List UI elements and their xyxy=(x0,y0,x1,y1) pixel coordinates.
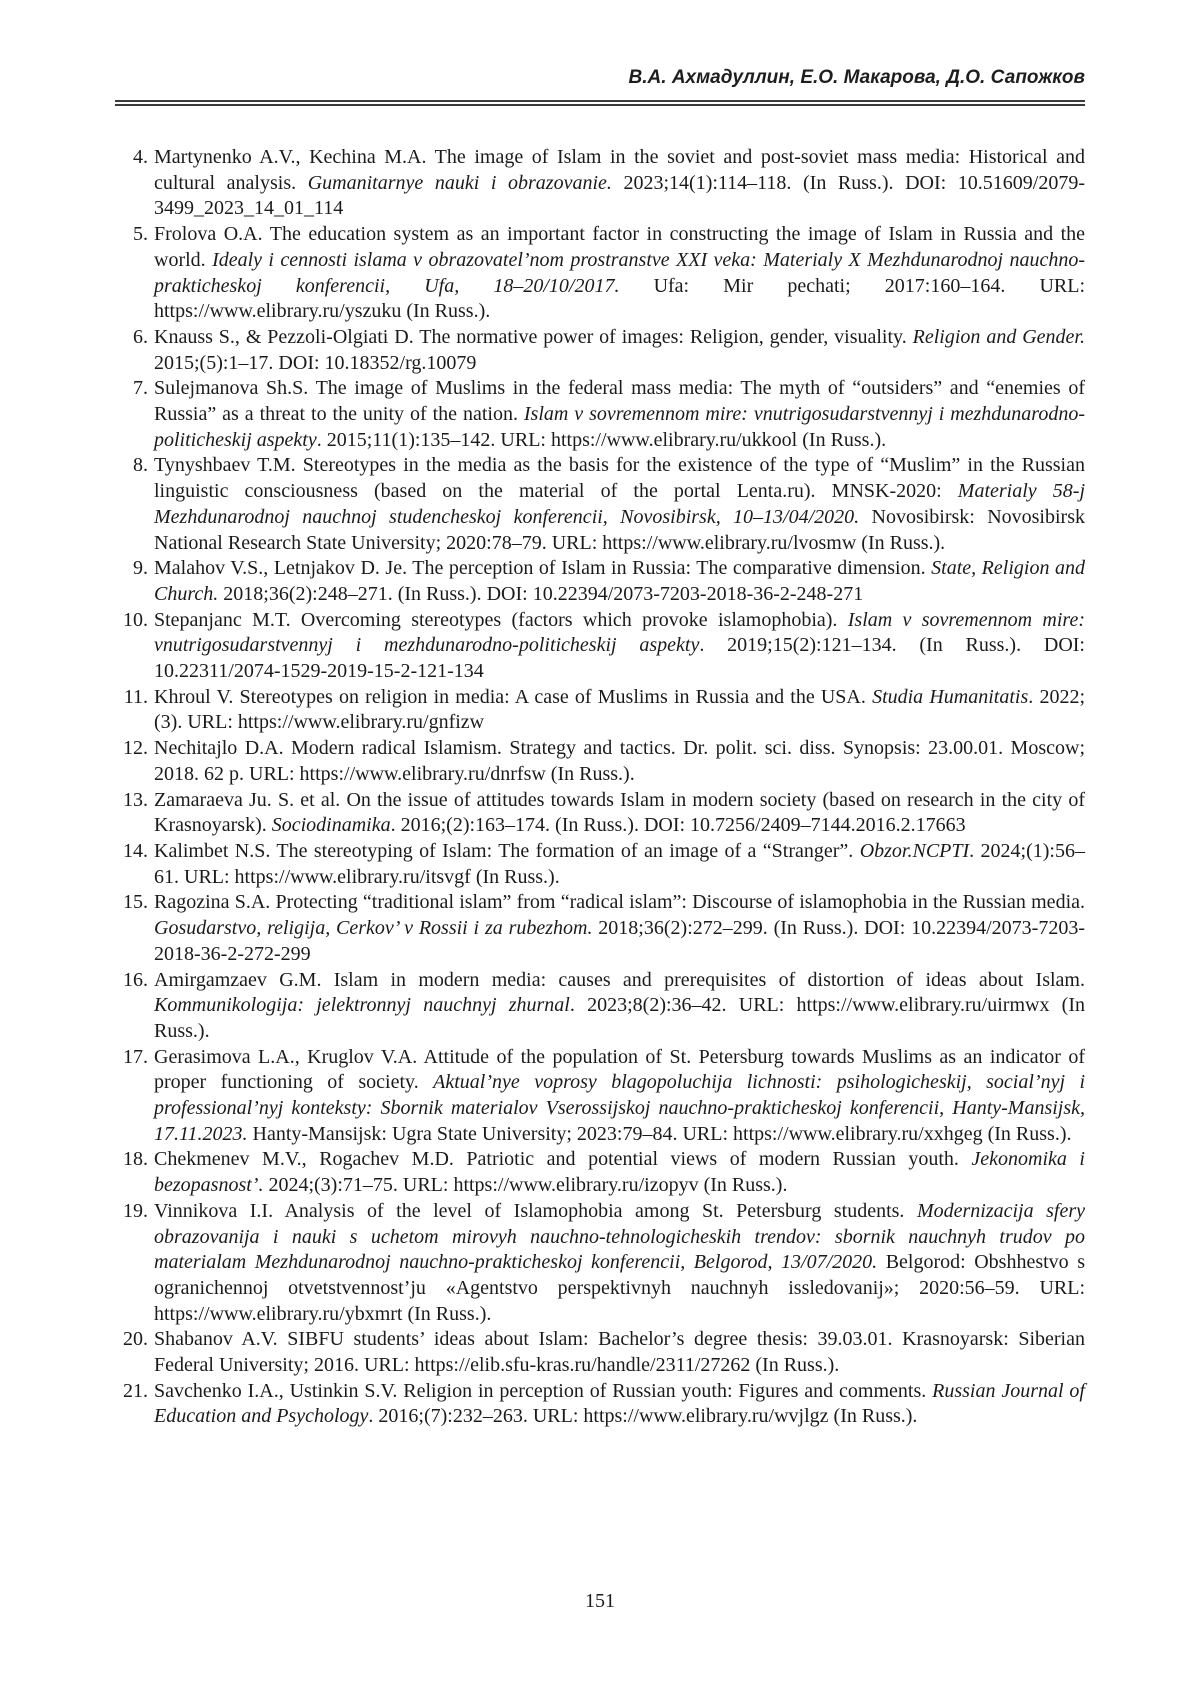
reference-source-title: Aktual’nye voprosy blagopoluchija lichnosti: psihologicheskij, social’nyj i professional’nyj konteksty: Sbornik materialov Vserossijskoj nauchno-prakticheskoj konferencii, Hanty-Mansijsk, 17.11.2023. xyxy=(154,1071,1085,1145)
reference-number: 7. xyxy=(133,377,148,400)
reference-text-segment: . 2024;(1):56–61. URL: https://www.elibrary.ru/itsvgf (In Russ.). xyxy=(154,839,1085,888)
reference-number: 20. xyxy=(123,1328,148,1351)
reference-text-segment: . 2022;(3). URL: https://www.elibrary.ru/gnfizw xyxy=(154,685,1086,734)
reference-source-title: Studia Humanitatis xyxy=(872,685,1029,708)
reference-text xyxy=(154,222,1085,325)
reference-text xyxy=(154,736,1085,787)
reference-text xyxy=(154,685,1085,736)
reference-source-title: Gumanitarnye nauki i obrazovanie. xyxy=(307,171,612,194)
reference-source-title: Sociodinamika xyxy=(271,814,391,837)
reference-text-segment: . 2016;(2):163–174. (In Russ.). DOI: 10.7256/2409–7144.2016.2.17663 xyxy=(390,814,966,837)
reference-text-segment: Sulejmanova Sh.S. The image of Muslims in the federal mass media: The myth of “outsiders” and “enemies of Russia” as a threat to the unity of the nation. xyxy=(154,377,1085,426)
reference-number: 16. xyxy=(123,968,148,991)
reference-item xyxy=(115,968,1085,1045)
reference-text xyxy=(154,556,1085,607)
reference-text-segment: Malahov V.S., Letnjakov D. Je. The perception of Islam in Russia: The comparative dimension. xyxy=(154,557,932,580)
reference-text-segment: Hanty-Mansijsk: Ugra State University; 2023:79–84. URL: https://www.elibrary.ru/xxhgeg (In Russ.). xyxy=(247,1122,1072,1145)
reference-number: 4. xyxy=(133,146,148,168)
reference-text-segment: 2024;(3):71–75. URL: https://www.elibrary.ru/izopyv (In Russ.). xyxy=(263,1174,788,1197)
reference-text-segment: Vinnikova I.I. Analysis of the level of Islamophobia among St. Petersburg students. xyxy=(154,1199,917,1222)
reference-text-segment: 2023;14(1):114–118. (In Russ.). DOI: 10.51609/2079-3499_2023_14_01_114 xyxy=(154,171,1085,220)
reference-text-segment: Shabanov A.V. SIBFU students’ ideas about Islam: Bachelor’s degree thesis: 39.03.01. Krasnoyarsk: Siberian Federal University; 2016. URL: https://elib.sfu-kras.ru/handle/2311/27262 (In Russ.). xyxy=(154,1328,1085,1377)
reference-text-segment: Belgorod: Obshhestvo s ogranichennoj otvetstvennost’ju «Agentstvo perspektivnyh nauchnyh issledovanij»; 2020:56–59. URL: https://www.elibrary.ru/ybxmrt (In Russ.). xyxy=(154,1251,1085,1325)
reference-text xyxy=(154,608,1085,685)
reference-text-segment: 2018;36(2):248–271. (In Russ.). DOI: 10.22394/2073-7203-2018-36-2-248-271 xyxy=(218,582,864,605)
reference-number: 9. xyxy=(133,557,148,580)
reference-text xyxy=(154,1199,1085,1328)
reference-list xyxy=(115,145,1085,1430)
reference-text xyxy=(154,376,1085,453)
reference-text-segment: . 2016;(7):232–263. URL: https://www.elibrary.ru/wvjlgz (In Russ.). xyxy=(368,1405,918,1428)
reference-number: 15. xyxy=(123,891,148,914)
reference-text-segment: Amirgamzaev G.M. Islam in modern media: causes and prerequisites of distortion of ideas about Islam. xyxy=(154,968,1085,991)
reference-source-title: Islam v sovremennom mire: vnutrigosudarstvennyj i mezhdunarodno-politicheskij aspekty xyxy=(154,403,1086,451)
reference-text-segment: Kalimbet N.S. The stereotyping of Islam: The formation of an image of a “Stranger”. xyxy=(154,839,860,862)
reference-text-segment: Ragozina S.A. Protecting “traditional islam” from “radical islam”: Discourse of islamophobia in the Russian media. xyxy=(154,891,1085,914)
reference-item xyxy=(115,608,1085,685)
reference-text-segment: 2015;(5):1–17. DOI: 10.18352/rg.10079 xyxy=(154,351,477,374)
reference-text xyxy=(154,1045,1085,1148)
reference-number: 5. xyxy=(133,223,148,246)
reference-text-segment: Khroul V. Stereotypes on religion in media: A case of Muslims in Russia and the USA. xyxy=(154,685,873,708)
reference-source-title: State, Religion and Church. xyxy=(154,557,1085,605)
reference-text-segment: Ufa: Mir pechati; 2017:160–164. URL: https://www.elibrary.ru/yszuku (In Russ.). xyxy=(154,274,1086,323)
reference-text-segment: . 2015;11(1):135–142. URL: https://www.elibrary.ru/ukkool (In Russ.). xyxy=(316,428,887,451)
reference-source-title: Gosudarstvo, religija, Cerkov’ v Rossii i za rubezhom. xyxy=(154,917,593,940)
reference-text xyxy=(154,968,1085,1045)
reference-number: 14. xyxy=(123,839,148,862)
reference-text xyxy=(154,1327,1085,1378)
reference-text xyxy=(154,325,1085,376)
page-number: 151 xyxy=(585,1590,615,1612)
reference-number: 13. xyxy=(123,788,148,811)
reference-item xyxy=(115,1327,1085,1378)
reference-item xyxy=(115,556,1085,607)
reference-text-segment: Zamaraeva Ju. S. et al. On the issue of attitudes towards Islam in modern society (based on research in the city of Krasnoyarsk). xyxy=(154,788,1085,837)
reference-text-segment: Stepanjanc M.T. Overcoming stereotypes (factors which provoke islamophobia). xyxy=(154,608,848,631)
reference-text xyxy=(154,839,1085,890)
reference-item xyxy=(115,1379,1085,1430)
header-double-rule xyxy=(115,100,1085,106)
reference-item xyxy=(115,145,1085,222)
reference-item xyxy=(115,1199,1085,1328)
reference-text-segment: Novosibirsk: Novosibirsk National Research State University; 2020:78–79. URL: https://www.elibrary.ru/lvosmw (In Russ.). xyxy=(154,505,1085,554)
reference-source-title: Idealy i cennosti islama v obrazovatel’nom prostranstve XXI veka: Materialy X Mezhdunarodnoj nauchno-prakticheskoj konferencii, Ufa, 18–20/10/2017. xyxy=(154,248,1085,297)
reference-item xyxy=(115,1147,1085,1198)
reference-number: 17. xyxy=(123,1045,148,1068)
reference-item xyxy=(115,736,1085,787)
reference-number: 10. xyxy=(123,608,148,631)
reference-text-segment: Chekmenev M.V., Rogachev M.D. Patriotic and potential views of modern Russian youth. xyxy=(154,1148,972,1171)
reference-source-title: Obzor.NCPTI xyxy=(859,839,970,862)
reference-item xyxy=(115,325,1085,376)
reference-text xyxy=(154,453,1085,556)
reference-text xyxy=(154,1147,1085,1198)
reference-text-segment: Nechitajlo D.A. Modern radical Islamism. Strategy and tactics. Dr. polit. sci. diss. Synopsis: 23.00.01. Moscow; 2018. 62 p. URL: https://www.elibrary.ru/dnrfsw (In Russ.). xyxy=(154,737,1085,785)
reference-text-segment: 2018;36(2):272–299. (In Russ.). DOI: 10.22394/2073-7203-2018-36-2-272-299 xyxy=(154,917,1085,965)
reference-text xyxy=(154,788,1085,839)
reference-text-segment: Savchenko I.A., Ustinkin S.V. Religion in perception of Russian youth: Figures and comments. xyxy=(154,1379,933,1402)
reference-source-title: Religion and Gender. xyxy=(912,325,1086,348)
reference-item xyxy=(115,453,1085,556)
reference-text-segment: Frolova O.A. The education system as an important factor in constructing the image of Islam in Russia and the world. xyxy=(154,223,1085,271)
reference-item xyxy=(115,788,1085,839)
reference-source-title: Materialy 58-j Mezhdunarodnoj nauchnoj studencheskoj konferencii, Novosibirsk, 10–13/04/2020. xyxy=(154,480,1085,528)
reference-number: 8. xyxy=(133,454,148,477)
reference-text-segment: . 2019;15(2):121–134. (In Russ.). DOI: 10.22311/2074-1529-2019-15-2-121-134 xyxy=(154,634,1085,683)
running-head-authors: В.А. Ахмадуллин, Е.О. Макарова, Д.О. Сапожков xyxy=(628,67,1085,88)
reference-item xyxy=(115,1045,1085,1148)
reference-text-segment: Martynenko A.V., Kechina M.A. The image of Islam in the soviet and post-soviet mass media: Historical and cultural analysis. xyxy=(154,146,1085,194)
reference-item xyxy=(115,839,1085,890)
reference-item xyxy=(115,376,1085,453)
reference-text-segment: Gerasimova L.A., Kruglov V.A. Attitude of the population of St. Petersburg towards Muslims as an indicator of proper functioning of society. xyxy=(154,1045,1085,1094)
page-content xyxy=(115,0,1085,1430)
reference-source-title: Kommunikologija: jelektronnyj nauchnyj zhurnal xyxy=(154,994,570,1017)
reference-source-title: Islam v sovremennom mire: vnutrigosudarstvennyj i mezhdunarodno-politicheskij aspekty xyxy=(154,608,1085,657)
reference-item xyxy=(115,685,1085,736)
reference-source-title: Modernizacija sfery obrazovanija i nauki s uchetom mirovyh nauchno-tehnologicheskih trendov: sbornik nauchnyh trudov po materialam Mezhdunarodnoj nauchno-prakticheskoj konferencii, Belgorod, 13/07/2020. xyxy=(154,1199,1085,1274)
reference-source-title: Jekonomika i bezopasnost’. xyxy=(154,1148,1085,1197)
reference-source-title: Russian Journal of Education and Psychology xyxy=(154,1379,1085,1428)
reference-text-segment: Tynyshbaev T.M. Stereotypes in the media as the basis for the existence of the type of “Muslim” in the Russian linguistic consciousness (based on the material of the portal Lenta.ru). MNSK-2020: xyxy=(154,454,1085,503)
reference-item xyxy=(115,222,1085,325)
reference-text xyxy=(154,1379,1085,1430)
reference-number: 12. xyxy=(123,737,148,760)
reference-item xyxy=(115,890,1085,967)
running-head xyxy=(115,0,1085,89)
reference-text xyxy=(154,145,1085,222)
reference-number: 18. xyxy=(123,1148,148,1171)
reference-number: 19. xyxy=(123,1199,148,1222)
reference-text xyxy=(154,890,1085,967)
reference-text-segment: Knauss S., & Pezzoli-Olgiati D. The normative power of images: Religion, gender, visuality. xyxy=(154,325,913,348)
reference-number: 11. xyxy=(123,685,148,708)
page-footer xyxy=(0,1590,1200,1613)
reference-number: 21. xyxy=(123,1379,148,1402)
reference-number: 6. xyxy=(133,325,148,348)
reference-text-segment: . 2023;8(2):36–42. URL: https://www.elibrary.ru/uirmwx (In Russ.). xyxy=(154,994,1085,1042)
